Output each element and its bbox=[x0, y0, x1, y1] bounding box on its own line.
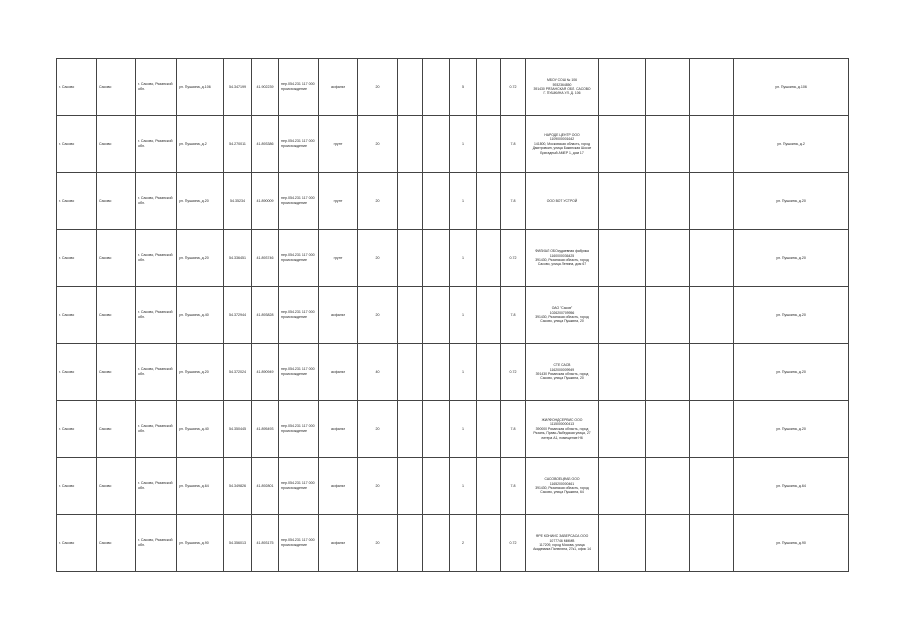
cell-volume: 7.8 bbox=[501, 116, 526, 173]
cell-container-count: 2 bbox=[450, 515, 477, 572]
cell-purpose: пер.054.231 117 000 происхождение bbox=[279, 173, 319, 230]
cell-waste-source: ул. Пушкина, д.64 bbox=[734, 458, 849, 515]
cell-latitude: 54.347199 bbox=[224, 59, 252, 116]
cell-latitude: 54.35234 bbox=[224, 173, 252, 230]
cell-volume: 7.8 bbox=[501, 458, 526, 515]
cell-longitude: 41.893746 bbox=[252, 230, 279, 287]
cell-street: ул. Пушкина, д.20 bbox=[177, 230, 224, 287]
cell-empty bbox=[477, 401, 501, 458]
table-row bbox=[57, 401, 849, 458]
cell-street: ул. Пушкина, д.2 bbox=[177, 116, 224, 173]
cell-address: г. Сасово, Рязанской обл. bbox=[136, 515, 177, 572]
cell-purpose: пер.054.231 117 000 происхождение bbox=[279, 59, 319, 116]
cell-container-count: 1 bbox=[450, 287, 477, 344]
cell-latitude: 54.270011 bbox=[224, 116, 252, 173]
cell-district: Сасово bbox=[97, 344, 136, 401]
cell-waste-source: ул. Пушкина, д.20 bbox=[734, 230, 849, 287]
cell-volume: 0.72 bbox=[501, 344, 526, 401]
cell-city: г. Сасово bbox=[57, 401, 97, 458]
cell-owner: ОАО "Сасов" 1026200709956 391430, Рязанская область, город Сасово, улица Пушкина, 20 bbox=[526, 287, 599, 344]
cell-container-count: 1 bbox=[450, 173, 477, 230]
cell-container-count: 5 bbox=[450, 59, 477, 116]
cell-volume: 0.72 bbox=[501, 230, 526, 287]
cell-empty bbox=[423, 116, 450, 173]
cell-empty bbox=[646, 116, 690, 173]
cell-empty bbox=[690, 59, 734, 116]
cell-surface: асфальт bbox=[319, 458, 358, 515]
cell-empty bbox=[599, 287, 646, 344]
cell-longitude: 41.895493 bbox=[252, 401, 279, 458]
cell-city: г. Сасово bbox=[57, 59, 97, 116]
cell-address: г. Сасово, Рязанской обл. bbox=[136, 344, 177, 401]
cell-empty bbox=[477, 173, 501, 230]
cell-longitude: 41.893828 bbox=[252, 287, 279, 344]
cell-owner: НАРОДЕ ЦЕНТР ООО 1109000001642 141800, Московская область, город Дмитровкин, улица Бакинская Шоссе Бригадный АМЕР 1, дом 17 bbox=[526, 116, 599, 173]
cell-street: ул. Пушкина, д.20 bbox=[177, 173, 224, 230]
cell-surface: асфальт bbox=[319, 344, 358, 401]
cell-container-count: 1 bbox=[450, 401, 477, 458]
cell-owner: СТЕ САСВ 1162000009949 391430 Рязанская область, город Сасово, улица Пушкина, 20 bbox=[526, 344, 599, 401]
cell-empty bbox=[690, 287, 734, 344]
cell-waste-source: ул. Пушкина, д.20 bbox=[734, 401, 849, 458]
cell-longitude: 41.893386 bbox=[252, 116, 279, 173]
cell-city: г. Сасово bbox=[57, 515, 97, 572]
cell-area: 20 bbox=[358, 458, 398, 515]
cell-empty bbox=[398, 287, 423, 344]
cell-empty bbox=[646, 173, 690, 230]
cell-purpose: пер.054.231 117 000 происхождение bbox=[279, 401, 319, 458]
cell-district: Сасово bbox=[97, 515, 136, 572]
cell-empty bbox=[477, 515, 501, 572]
cell-surface: грунт bbox=[319, 116, 358, 173]
cell-empty bbox=[398, 515, 423, 572]
cell-empty bbox=[690, 116, 734, 173]
registry-table bbox=[56, 58, 849, 572]
cell-area: 20 bbox=[358, 173, 398, 230]
cell-area: 20 bbox=[358, 230, 398, 287]
cell-longitude: 41.890009 bbox=[252, 173, 279, 230]
cell-latitude: 54.349826 bbox=[224, 458, 252, 515]
cell-area: 20 bbox=[358, 515, 398, 572]
cell-latitude: 54.336451 bbox=[224, 230, 252, 287]
cell-street: ул. Пушкина, д.106 bbox=[177, 59, 224, 116]
cell-empty bbox=[690, 173, 734, 230]
cell-empty bbox=[646, 287, 690, 344]
cell-volume: 7.8 bbox=[501, 173, 526, 230]
cell-volume: 7.8 bbox=[501, 287, 526, 344]
cell-empty bbox=[423, 59, 450, 116]
cell-street: ул. Пушкина, д.20 bbox=[177, 344, 224, 401]
cell-address: г. Сасово, Рязанской обл. bbox=[136, 401, 177, 458]
cell-owner: ЖИЛФОНДСЕРВИС ООО 1115000000413 390000 Рязанская область, город Рязань, Право-Лыбедская улица, 27 литера А1, помещение Н6 bbox=[526, 401, 599, 458]
cell-empty bbox=[423, 401, 450, 458]
cell-volume: 0.72 bbox=[501, 59, 526, 116]
cell-street: ул. Пушкина, д.64 bbox=[177, 458, 224, 515]
cell-area: 20 bbox=[358, 287, 398, 344]
table-row bbox=[57, 116, 849, 173]
cell-address: г. Сасово, Рязанской обл. bbox=[136, 458, 177, 515]
cell-empty bbox=[599, 59, 646, 116]
cell-empty bbox=[398, 230, 423, 287]
cell-purpose: пер.054.231 117 000 происхождение bbox=[279, 515, 319, 572]
cell-empty bbox=[690, 458, 734, 515]
cell-empty bbox=[690, 230, 734, 287]
cell-purpose: пер.054.231 117 000 происхождение bbox=[279, 230, 319, 287]
cell-area: 20 bbox=[358, 116, 398, 173]
cell-longitude: 41.892801 bbox=[252, 458, 279, 515]
cell-surface: асфальт bbox=[319, 59, 358, 116]
cell-empty bbox=[423, 173, 450, 230]
cell-city: г. Сасово bbox=[57, 287, 97, 344]
cell-empty bbox=[646, 401, 690, 458]
cell-purpose: пер.054.231 117 000 происхождение bbox=[279, 344, 319, 401]
cell-purpose: пер.054.231 117 000 происхождение bbox=[279, 116, 319, 173]
cell-area: 40 bbox=[358, 344, 398, 401]
cell-district: Сасово bbox=[97, 401, 136, 458]
cell-empty bbox=[690, 344, 734, 401]
cell-volume: 7.8 bbox=[501, 401, 526, 458]
table-body bbox=[57, 59, 849, 572]
cell-empty bbox=[646, 344, 690, 401]
cell-volume: 0.72 bbox=[501, 515, 526, 572]
cell-empty bbox=[477, 230, 501, 287]
cell-district: Сасово bbox=[97, 59, 136, 116]
table-row bbox=[57, 173, 849, 230]
cell-empty bbox=[398, 173, 423, 230]
cell-street: ул. Пушкина, д.40 bbox=[177, 401, 224, 458]
cell-waste-source: ул. Пушкина, д.106 bbox=[734, 59, 849, 116]
cell-district: Сасово bbox=[97, 116, 136, 173]
cell-empty bbox=[398, 116, 423, 173]
cell-surface: грунт bbox=[319, 230, 358, 287]
cell-empty bbox=[398, 458, 423, 515]
cell-latitude: 54.350445 bbox=[224, 401, 252, 458]
cell-city: г. Сасово bbox=[57, 458, 97, 515]
table-row bbox=[57, 515, 849, 572]
cell-owner: МБОУ СОШ № 106 5932364850 391430 РЯЗАНСКАЯ ОБЛ. САСОВО Г. ПУШКИНА УЛ. Д. 106 bbox=[526, 59, 599, 116]
cell-empty bbox=[646, 515, 690, 572]
cell-empty bbox=[423, 458, 450, 515]
cell-empty bbox=[477, 458, 501, 515]
cell-waste-source: ул. Пушкина, д.2 bbox=[734, 116, 849, 173]
cell-surface: асфальт bbox=[319, 401, 358, 458]
cell-empty bbox=[599, 116, 646, 173]
cell-longitude: 41.890949 bbox=[252, 344, 279, 401]
cell-latitude: 54.372024 bbox=[224, 344, 252, 401]
cell-empty bbox=[423, 344, 450, 401]
cell-address: г. Сасово, Рязанской обл. bbox=[136, 230, 177, 287]
cell-owner: САСОВОЕЦФАБ ООО 1165200000461 391430, Рязанская область, город Сасово, улица Пушкина, 64 bbox=[526, 458, 599, 515]
table-row bbox=[57, 344, 849, 401]
cell-surface: асфальт bbox=[319, 515, 358, 572]
cell-empty bbox=[423, 287, 450, 344]
cell-empty bbox=[423, 515, 450, 572]
cell-address: г. Сасово, Рязанской обл. bbox=[136, 59, 177, 116]
cell-empty bbox=[398, 401, 423, 458]
cell-longitude: 41.902239 bbox=[252, 59, 279, 116]
cell-owner: ФИЛИАЛ ОБОсудаевная фабрика 1160000036425 391430, Рязанская область, город Сасово, улица Ленина, дом 67 bbox=[526, 230, 599, 287]
cell-empty bbox=[423, 230, 450, 287]
cell-owner: ООО ВОТ УСТРОЙ bbox=[526, 173, 599, 230]
cell-container-count: 1 bbox=[450, 116, 477, 173]
cell-waste-source: ул. Пушкина, д.20 bbox=[734, 173, 849, 230]
cell-empty bbox=[646, 59, 690, 116]
cell-empty bbox=[398, 59, 423, 116]
cell-empty bbox=[398, 344, 423, 401]
cell-address: г. Сасово, Рязанской обл. bbox=[136, 116, 177, 173]
cell-empty bbox=[599, 515, 646, 572]
table-row bbox=[57, 287, 849, 344]
cell-latitude: 54.372944 bbox=[224, 287, 252, 344]
cell-empty bbox=[477, 344, 501, 401]
table-row bbox=[57, 458, 849, 515]
cell-empty bbox=[646, 230, 690, 287]
cell-surface: грунт bbox=[319, 173, 358, 230]
cell-empty bbox=[690, 401, 734, 458]
cell-empty bbox=[599, 230, 646, 287]
cell-waste-source: ул. Пушкина, д.20 bbox=[734, 287, 849, 344]
cell-empty bbox=[477, 59, 501, 116]
cell-area: 20 bbox=[358, 401, 398, 458]
cell-empty bbox=[477, 287, 501, 344]
cell-district: Сасово bbox=[97, 458, 136, 515]
cell-empty bbox=[690, 515, 734, 572]
cell-longitude: 41.893175 bbox=[252, 515, 279, 572]
cell-city: г. Сасово bbox=[57, 173, 97, 230]
cell-empty bbox=[599, 458, 646, 515]
cell-purpose: пер.054.231 117 000 происхождение bbox=[279, 287, 319, 344]
cell-street: ул. Пушкина, д.40 bbox=[177, 287, 224, 344]
cell-container-count: 1 bbox=[450, 344, 477, 401]
cell-waste-source: ул. Пушкина, д.90 bbox=[734, 515, 849, 572]
table-row bbox=[57, 230, 849, 287]
cell-area: 20 bbox=[358, 59, 398, 116]
cell-district: Сасово bbox=[97, 173, 136, 230]
cell-city: г. Сасово bbox=[57, 230, 97, 287]
cell-empty bbox=[646, 458, 690, 515]
cell-empty bbox=[599, 401, 646, 458]
cell-container-count: 1 bbox=[450, 230, 477, 287]
cell-street: ул. Пушкина, д.90 bbox=[177, 515, 224, 572]
cell-city: г. Сасово bbox=[57, 116, 97, 173]
cell-empty bbox=[599, 344, 646, 401]
cell-district: Сасово bbox=[97, 230, 136, 287]
cell-owner: ФРЕ КОНИИС ЗАВЕРСАСА ООО 1077746 MMMB 117209, город Москва, улица Академика Пилюгина, 27к1, офис 14 bbox=[526, 515, 599, 572]
cell-empty bbox=[599, 173, 646, 230]
cell-purpose: пер.054.231 117 000 происхождение bbox=[279, 458, 319, 515]
cell-district: Сасово bbox=[97, 287, 136, 344]
table-row bbox=[57, 59, 849, 116]
cell-surface: асфальт bbox=[319, 287, 358, 344]
cell-address: г. Сасово, Рязанской обл. bbox=[136, 173, 177, 230]
cell-address: г. Сасово, Рязанской обл. bbox=[136, 287, 177, 344]
cell-waste-source: ул. Пушкина, д.20 bbox=[734, 344, 849, 401]
cell-container-count: 1 bbox=[450, 458, 477, 515]
cell-empty bbox=[477, 116, 501, 173]
cell-latitude: 54.356013 bbox=[224, 515, 252, 572]
cell-city: г. Сасово bbox=[57, 344, 97, 401]
